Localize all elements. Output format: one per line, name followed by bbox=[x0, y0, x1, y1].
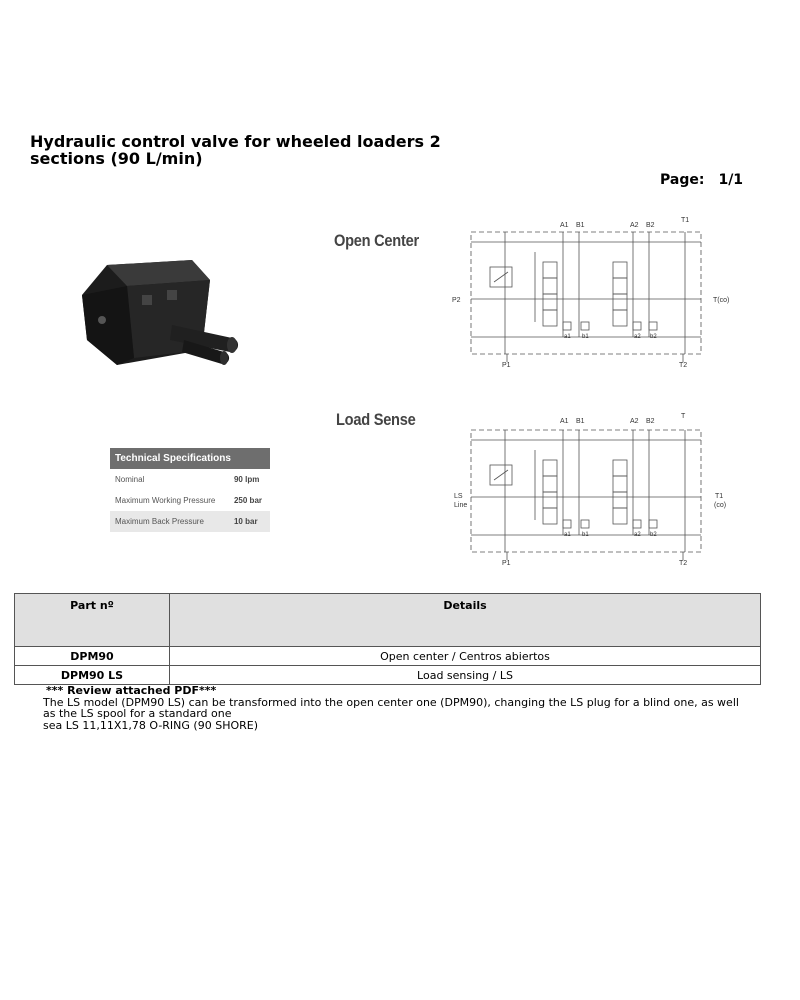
port-t1-label: T1 bbox=[681, 217, 690, 224]
open-center-schematic bbox=[445, 212, 745, 372]
port-b1-label: B1 bbox=[576, 418, 585, 425]
port-a1-label: A1 bbox=[560, 222, 569, 229]
port-p1-label: P1 bbox=[502, 560, 511, 567]
port-a1-label: A1 bbox=[560, 418, 569, 425]
tech-specs-heading: Technical Specifications bbox=[110, 448, 270, 469]
port-co-label: (co) bbox=[714, 502, 727, 509]
port-t-label: T bbox=[681, 413, 686, 420]
port-b2-label: B2 bbox=[646, 222, 655, 229]
load-sense-heading: Load Sense bbox=[336, 410, 416, 429]
sub-a1-label: a1 bbox=[564, 532, 571, 538]
part-number-cell: DPM90 LS bbox=[15, 666, 170, 685]
spec-row bbox=[110, 490, 270, 511]
page-title: Hydraulic control valve for wheeled loaders 2 sections (90 L/min) bbox=[30, 132, 441, 168]
sub-a1-label: a1 bbox=[564, 334, 571, 340]
sub-b2-label: b2 bbox=[650, 334, 657, 340]
valve-photo bbox=[72, 240, 252, 390]
parts-table bbox=[14, 593, 761, 685]
load-sense-schematic bbox=[445, 410, 745, 570]
sub-b2-label: b2 bbox=[650, 532, 657, 538]
page-label: Page: bbox=[660, 172, 705, 188]
port-ls-label: LS bbox=[454, 493, 463, 500]
details-cell: Load sensing / LS bbox=[170, 666, 761, 685]
port-t2-label: T2 bbox=[679, 560, 688, 567]
spec-value: 10 bar bbox=[229, 511, 270, 532]
spec-row bbox=[110, 469, 270, 490]
part-number-header: Part nº bbox=[15, 594, 170, 647]
sub-a2-label: a2 bbox=[634, 334, 641, 340]
page-value: 1/1 bbox=[718, 172, 744, 188]
sub-b1-label: b1 bbox=[582, 334, 589, 340]
spec-value: 90 lpm bbox=[233, 475, 260, 484]
notes bbox=[43, 685, 743, 731]
port-p1-label: P1 bbox=[502, 362, 511, 369]
details-header: Details bbox=[170, 594, 761, 647]
sub-a2-label: a2 bbox=[634, 532, 641, 538]
spec-row bbox=[110, 511, 270, 532]
spec-value: 250 bar bbox=[233, 496, 263, 505]
port-a2-label: A2 bbox=[630, 418, 639, 425]
port-line-label: Line bbox=[454, 502, 468, 509]
review-note: *** Review attached PDF*** bbox=[46, 684, 217, 697]
tech-specs-table bbox=[110, 448, 270, 532]
spec-label: Maximum Working Pressure bbox=[115, 496, 216, 505]
part-number-cell: DPM90 bbox=[15, 647, 170, 666]
oring-note: sea LS 11,11X1,78 O-RING (90 SHORE) bbox=[43, 718, 259, 732]
spec-label: Maximum Back Pressure bbox=[110, 511, 229, 532]
table-row bbox=[15, 647, 761, 666]
port-t1-label: T1 bbox=[715, 493, 724, 500]
sub-b1-label: b1 bbox=[582, 532, 589, 538]
port-a2-label: A2 bbox=[630, 222, 639, 229]
conversion-note: The LS model (DPM90 LS) can be transformed into the open center one (DPM90), changing the LS plug for a blind one, as well as the LS spool for a standard one bbox=[43, 695, 739, 720]
page-number bbox=[660, 172, 743, 188]
port-b1-label: B1 bbox=[576, 222, 585, 229]
port-p2-label: P2 bbox=[452, 297, 461, 304]
port-tco-label: T(co) bbox=[713, 297, 730, 304]
spec-label: Nominal bbox=[115, 475, 145, 484]
table-row bbox=[15, 666, 761, 685]
port-b2-label: B2 bbox=[646, 418, 655, 425]
port-t2-label: T2 bbox=[679, 362, 688, 369]
details-cell: Open center / Centros abiertos bbox=[170, 647, 761, 666]
open-center-heading: Open Center bbox=[334, 231, 419, 250]
